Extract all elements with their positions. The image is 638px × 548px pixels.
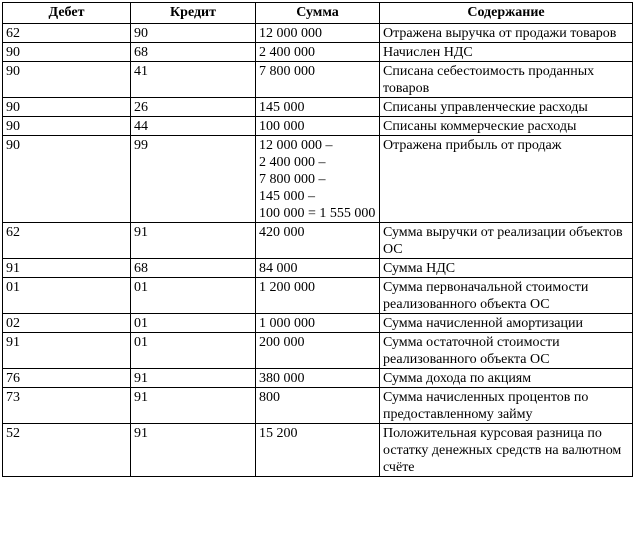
- sum-value: 15 200: [259, 426, 298, 441]
- cell-content: Сумма начисленной амортизации: [380, 314, 633, 333]
- cell-sum: [256, 259, 380, 278]
- cell-sum: [256, 62, 380, 98]
- cell-credit: 90: [131, 24, 256, 43]
- table-row: [3, 98, 633, 117]
- cell-debit: 02: [3, 314, 131, 333]
- header-content: Содержание: [380, 3, 633, 24]
- cell-debit: 91: [3, 333, 131, 369]
- header-debit: Дебет: [3, 3, 131, 24]
- cell-content: Списана себестоимость проданных товаров: [380, 62, 633, 98]
- table-row: [3, 43, 633, 62]
- sum-value: 200 000: [259, 335, 305, 350]
- cell-sum: [256, 314, 380, 333]
- cell-sum: [256, 333, 380, 369]
- table-row: [3, 259, 633, 278]
- cell-sum: [256, 369, 380, 388]
- table-row: [3, 388, 633, 424]
- table-row: [3, 62, 633, 98]
- cell-debit: 91: [3, 259, 131, 278]
- cell-credit: 91: [131, 223, 256, 259]
- cell-content: Отражена прибыль от продаж: [380, 136, 633, 223]
- sum-value: 380 000: [259, 371, 305, 386]
- cell-content: Отражена выручка от продажи товаров: [380, 24, 633, 43]
- cell-sum: [256, 43, 380, 62]
- sum-value: 800: [259, 390, 280, 405]
- cell-sum: [256, 117, 380, 136]
- cell-content: Списаны управленческие расходы: [380, 98, 633, 117]
- cell-content: Списаны коммерческие расходы: [380, 117, 633, 136]
- cell-debit: 01: [3, 278, 131, 314]
- table-row: [3, 278, 633, 314]
- cell-sum: [256, 223, 380, 259]
- cell-sum: [256, 278, 380, 314]
- cell-debit: 62: [3, 223, 131, 259]
- sum-value: 1 000 000: [259, 316, 315, 331]
- table-header: [3, 3, 633, 24]
- cell-credit: 68: [131, 259, 256, 278]
- cell-content: Сумма НДС: [380, 259, 633, 278]
- cell-debit: 62: [3, 24, 131, 43]
- cell-sum: [256, 424, 380, 477]
- cell-debit: 76: [3, 369, 131, 388]
- cell-sum: [256, 388, 380, 424]
- cell-credit: 01: [131, 314, 256, 333]
- cell-sum: [256, 136, 380, 223]
- cell-credit: 26: [131, 98, 256, 117]
- sum-value: 84 000: [259, 261, 298, 276]
- cell-credit: 01: [131, 333, 256, 369]
- table-row: [3, 117, 633, 136]
- header-sum: Сумма: [256, 3, 380, 24]
- table-body: [3, 24, 633, 477]
- sum-value: 7 800 000: [259, 64, 315, 79]
- cell-debit: 90: [3, 117, 131, 136]
- table-row: [3, 24, 633, 43]
- cell-credit: 91: [131, 388, 256, 424]
- sum-value: 100 000: [259, 119, 305, 134]
- cell-debit: 73: [3, 388, 131, 424]
- cell-sum: [256, 98, 380, 117]
- cell-credit: 68: [131, 43, 256, 62]
- cell-credit: 44: [131, 117, 256, 136]
- cell-content: Сумма начисленных процентов по предоставленному займу: [380, 388, 633, 424]
- sum-value: 2 400 000: [259, 45, 315, 60]
- header-credit: Кредит: [131, 3, 256, 24]
- sum-value: 12 000 000 – 2 400 000 – 7 800 000 – 145 000 – 100 000 = 1 555 000: [259, 138, 376, 221]
- table-row: [3, 369, 633, 388]
- table-row: [3, 314, 633, 333]
- cell-debit: 90: [3, 43, 131, 62]
- cell-sum: [256, 24, 380, 43]
- cell-debit: 90: [3, 136, 131, 223]
- cell-content: Сумма выручки от реализации объектов ОС: [380, 223, 633, 259]
- sum-value: 1 200 000: [259, 280, 315, 295]
- cell-content: Сумма первоначальной стоимости реализованного объекта ОС: [380, 278, 633, 314]
- cell-debit: 90: [3, 62, 131, 98]
- cell-debit: 90: [3, 98, 131, 117]
- cell-credit: 91: [131, 424, 256, 477]
- cell-content: Сумма дохода по акциям: [380, 369, 633, 388]
- table-row: [3, 223, 633, 259]
- cell-content: Сумма остаточной стоимости реализованного объекта ОС: [380, 333, 633, 369]
- sum-value: 420 000: [259, 225, 305, 240]
- table-row: [3, 136, 633, 223]
- ledger-table: [2, 2, 633, 477]
- cell-debit: 52: [3, 424, 131, 477]
- cell-credit: 91: [131, 369, 256, 388]
- sum-value: 145 000: [259, 100, 305, 115]
- table-row: [3, 424, 633, 477]
- sum-value: 12 000 000: [259, 26, 322, 41]
- header-row: [3, 3, 633, 24]
- cell-credit: 41: [131, 62, 256, 98]
- cell-content: Начислен НДС: [380, 43, 633, 62]
- cell-content: Положительная курсовая разница по остатку денежных средств на валютном счёте: [380, 424, 633, 477]
- cell-credit: 99: [131, 136, 256, 223]
- cell-credit: 01: [131, 278, 256, 314]
- table-row: [3, 333, 633, 369]
